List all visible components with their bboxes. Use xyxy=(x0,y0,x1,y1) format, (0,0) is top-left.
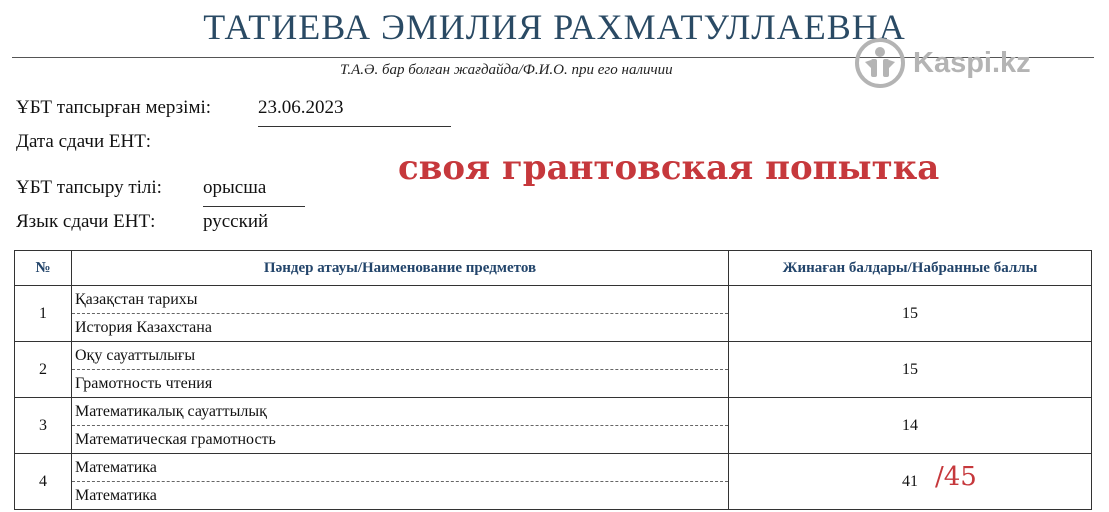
subject-name-ru: Математика xyxy=(75,487,157,504)
table-row xyxy=(15,286,1092,342)
exam-date-label-kz: ҰБТ тапсырған мерзімі: xyxy=(16,97,212,118)
row-number: 1 xyxy=(15,286,72,342)
header-number: № xyxy=(15,251,72,286)
exam-language-value-kz: орысша xyxy=(203,177,305,207)
row-number: 2 xyxy=(15,342,72,398)
kaspi-logo-icon xyxy=(855,38,905,88)
scores-table xyxy=(14,250,1092,510)
table-row xyxy=(15,342,1092,398)
subject-cell xyxy=(72,398,729,454)
subject-name-ru: Математическая грамотность xyxy=(75,431,276,448)
exam-date-label-ru: Дата сдачи ЕНТ: xyxy=(16,131,152,152)
handwritten-note: своя грантовская попытка xyxy=(398,148,940,188)
subject-name-kz: Математикалық сауаттылық xyxy=(72,398,728,426)
exam-language-label-ru: Язык сдачи ЕНТ: xyxy=(16,211,156,232)
exam-language-label-kz: ҰБТ тапсыру тілі: xyxy=(16,177,162,198)
score-value: 41 xyxy=(902,472,918,490)
subject-name-ru: Грамотность чтения xyxy=(75,375,213,392)
header-subject: Пәндер атауы/Наименование предметов xyxy=(72,251,729,286)
subject-name-ru: История Казахстана xyxy=(75,319,212,336)
watermark-text: Kaspi.kz xyxy=(913,46,1031,79)
handwritten-score: /45 xyxy=(935,462,977,492)
score-cell xyxy=(729,454,1092,510)
score-cell: 15 xyxy=(729,342,1092,398)
exam-language-value-ru: русский xyxy=(203,211,269,232)
table-row xyxy=(15,398,1092,454)
subject-name-kz: Оқу сауаттылығы xyxy=(72,342,728,370)
score-cell: 15 xyxy=(729,286,1092,342)
full-name-title: ТАТИЕВА ЭМИЛИЯ РАХМАТУЛЛАЕВНА xyxy=(203,7,906,47)
subject-cell xyxy=(72,342,729,398)
table-header-row xyxy=(15,251,1092,286)
score-cell: 14 xyxy=(729,398,1092,454)
exam-date-value: 23.06.2023 xyxy=(258,97,451,127)
subject-cell xyxy=(72,286,729,342)
subject-name-kz: Математика xyxy=(72,454,728,482)
row-number: 4 xyxy=(15,454,72,510)
kaspi-watermark xyxy=(855,38,1031,88)
name-caption: Т.А.Ә. бар болған жағдайда/Ф.И.О. при его наличии xyxy=(340,62,673,78)
table-row xyxy=(15,454,1092,510)
row-number: 3 xyxy=(15,398,72,454)
subject-name-kz: Қазақстан тарихы xyxy=(72,286,728,314)
subject-cell xyxy=(72,454,729,510)
header-score: Жинаған балдары/Набранные баллы xyxy=(729,251,1092,286)
